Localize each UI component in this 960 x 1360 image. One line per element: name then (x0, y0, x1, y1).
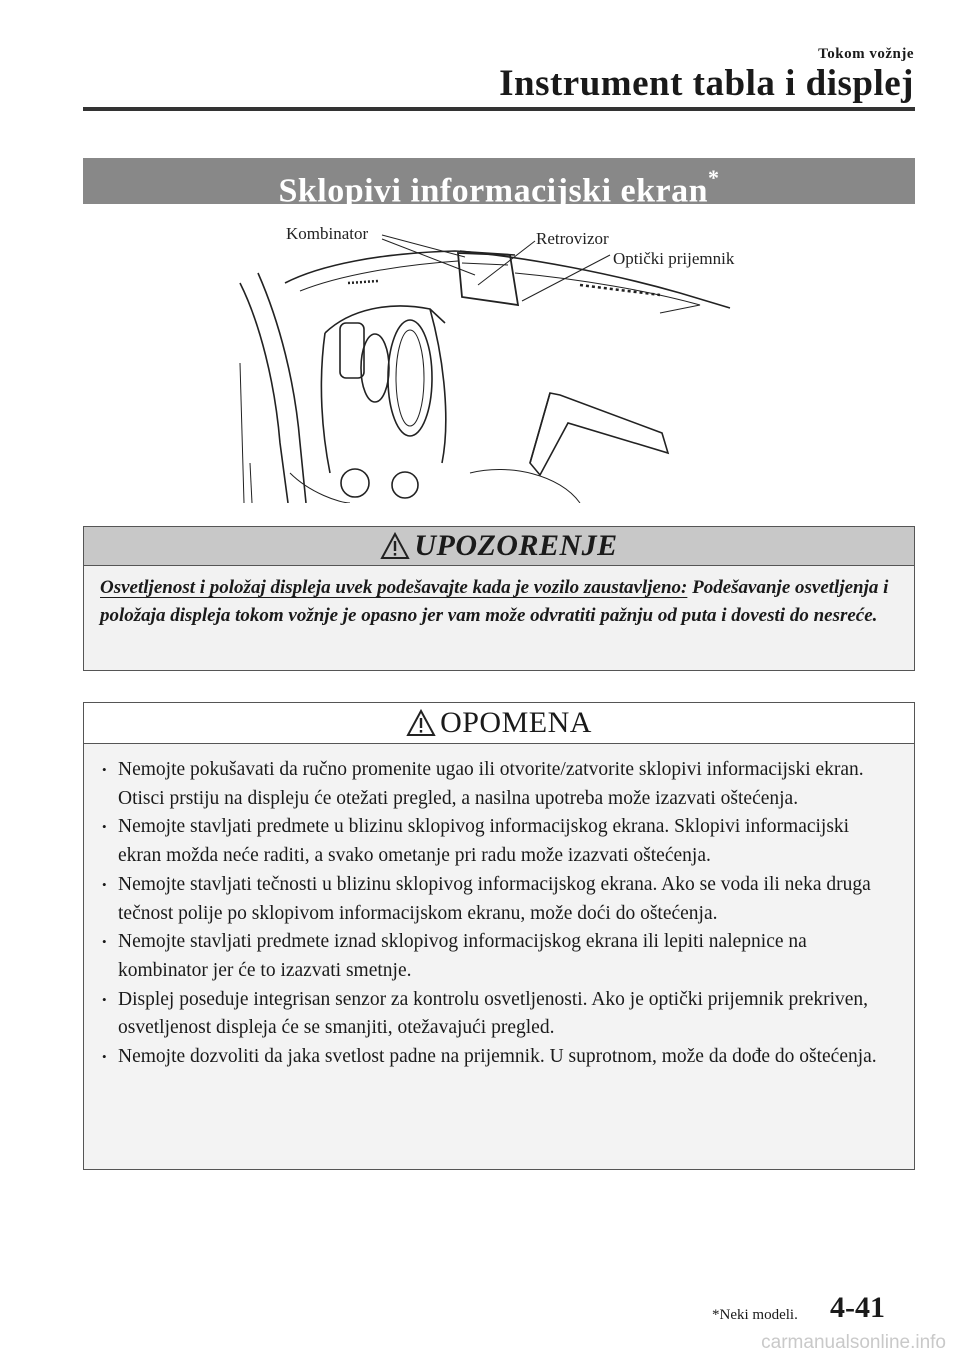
label-kombinator: Kombinator (286, 224, 369, 243)
caution-title: OPOMENA (440, 706, 592, 739)
warning-header (84, 527, 914, 566)
section-banner (83, 158, 915, 210)
caution-box (83, 702, 915, 1170)
caution-item: • Nemojte stavljati predmete u blizinu sklopivog informacijskog ekrana. Sklopivi informacijski ekran možda neće raditi, a svako ometanje pri radu može izazvati oštećenja. (102, 813, 896, 870)
caution-item: • Nemojte dozvoliti da jaka svetlost padne na prijemnik. U suprotnom, može da dođe do oštećenja. (102, 1043, 896, 1072)
caution-item: • Nemojte stavljati tečnosti u blizinu sklopivog informacijskog ekrana. Ako se voda ili neka druga tečnost polije po sklopivom informacijskom ekranu, može doći do oštećenja. (102, 871, 896, 928)
caution-header (84, 703, 914, 744)
label-opticki-prijemnik: Optički prijemnik (613, 249, 735, 268)
chapter-label: Tokom vožnje (818, 46, 914, 62)
warning-body: Podešavanje osvetljenja i položaja displeja tokom vožnje je opasno jer vam može odvratiti pažnju od puta i dovesti do nesreće. (100, 577, 889, 626)
label-retrovizor: Retrovizor (536, 229, 609, 248)
header-divider (83, 107, 915, 111)
warning-title: UPOZORENJE (414, 529, 618, 562)
page-title: Instrument tabla i displej (499, 63, 914, 104)
warning-box (83, 526, 915, 671)
caution-triangle-icon (406, 709, 436, 737)
watermark: carmanualsonline.info (761, 1332, 946, 1353)
warning-triangle-icon (380, 532, 410, 560)
caution-list (84, 744, 914, 1082)
warning-text (84, 566, 914, 638)
caution-item: • Displej poseduje integrisan senzor za kontrolu osvetljenosti. Ako je optički prijemnik prekriven, osvetljenost displeja će se smanjiti, otežavajući pregled. (102, 986, 896, 1043)
section-title: Sklopivi informacijski ekran (278, 172, 709, 210)
section-asterisk: * (708, 165, 720, 190)
caution-item: • Nemojte stavljati predmete iznad sklopivog informacijskog ekrana ili lepiti nalepnice na kombinator jer će to izazvati smetnje. (102, 928, 896, 985)
caution-item: • Nemojte pokušavati da ručno promenite ugao ili otvorite/zatvorite sklopivi informacijski ekran. Otisci prstiju na displeju će otežati pregled, a nasilna upotreba može izazvati oštećenja. (102, 756, 896, 813)
page-number: 4-41 (830, 1291, 885, 1324)
footnote: *Neki modeli. (712, 1307, 798, 1323)
warning-lead: Osvetljenost i položaj displeja uvek podešavajte kada je vozilo zaustavljeno: (100, 577, 688, 598)
